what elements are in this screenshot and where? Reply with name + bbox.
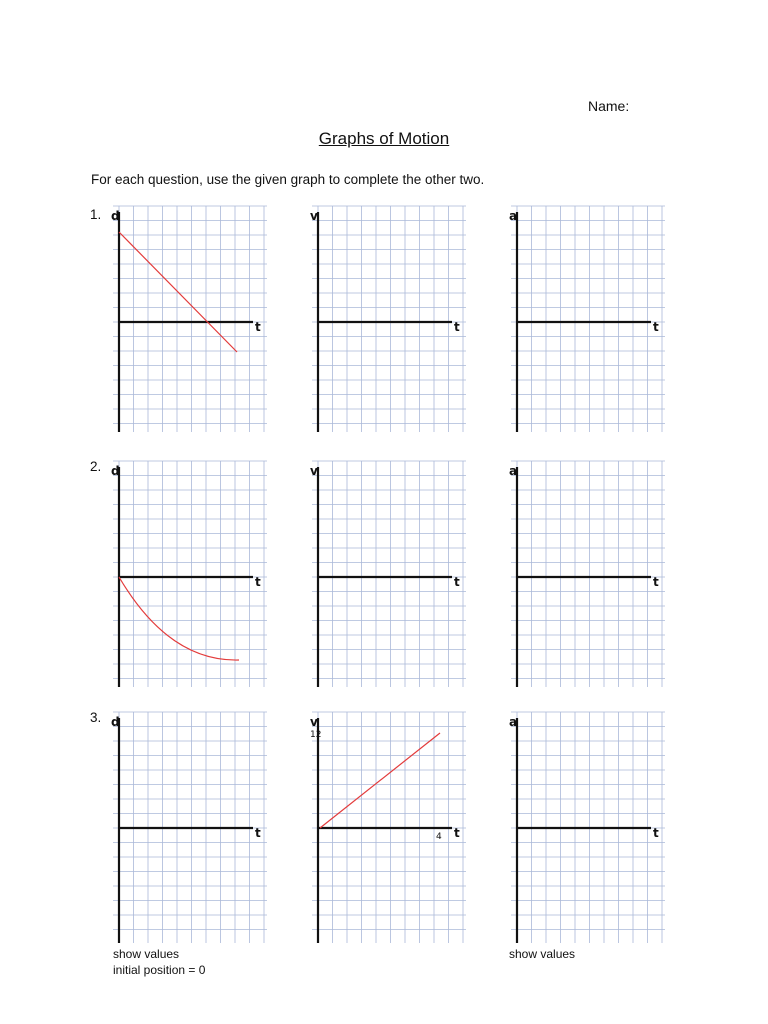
t-axis-label: t <box>653 575 659 589</box>
y-axis-label: v <box>310 209 318 223</box>
t-axis-label: t <box>454 575 460 589</box>
note-initial-position: initial position = 0 <box>113 963 206 977</box>
note-right: show values <box>509 947 576 961</box>
instructions: For each question, use the given graph to complete the other two. <box>91 172 485 187</box>
y-axis-label: d <box>111 209 120 223</box>
given-curve <box>119 577 239 660</box>
t-axis-label: t <box>454 826 460 840</box>
x-tick-label: 4 <box>436 832 442 842</box>
question-number-1: 1. <box>90 207 102 222</box>
y-axis-label: d <box>111 464 120 478</box>
y-axis-label: a <box>509 209 518 223</box>
y-axis-label: a <box>509 715 518 729</box>
y-axis-label: v <box>310 464 318 478</box>
graph-q2-d <box>111 461 267 687</box>
y-axis-label: a <box>509 464 518 478</box>
graph-q2-a <box>509 461 665 687</box>
t-axis-label: t <box>255 320 261 334</box>
y-axis-label: d <box>111 715 120 729</box>
page-title: Graphs of Motion <box>318 129 450 148</box>
question-number-3: 3. <box>90 710 102 725</box>
t-axis-label: t <box>255 826 261 840</box>
t-axis-label: t <box>653 320 659 334</box>
graph-q1-d <box>111 206 267 432</box>
graph-q1-a <box>509 206 665 432</box>
name-label: Name: <box>588 98 630 114</box>
graph-q2-v <box>310 461 466 687</box>
note-show-values-left: show values <box>113 947 180 961</box>
graph-q3-a <box>509 712 665 943</box>
t-axis-label: t <box>255 575 261 589</box>
graph-q3-d <box>111 712 267 943</box>
y-tick-label: 12 <box>310 730 322 740</box>
given-line <box>119 232 237 352</box>
graph-q1-v <box>310 206 466 432</box>
t-axis-label: t <box>454 320 460 334</box>
t-axis-label: t <box>653 826 659 840</box>
y-axis-label: v <box>310 715 318 729</box>
graph-q3-v <box>310 712 466 943</box>
question-number-2: 2. <box>90 459 102 474</box>
